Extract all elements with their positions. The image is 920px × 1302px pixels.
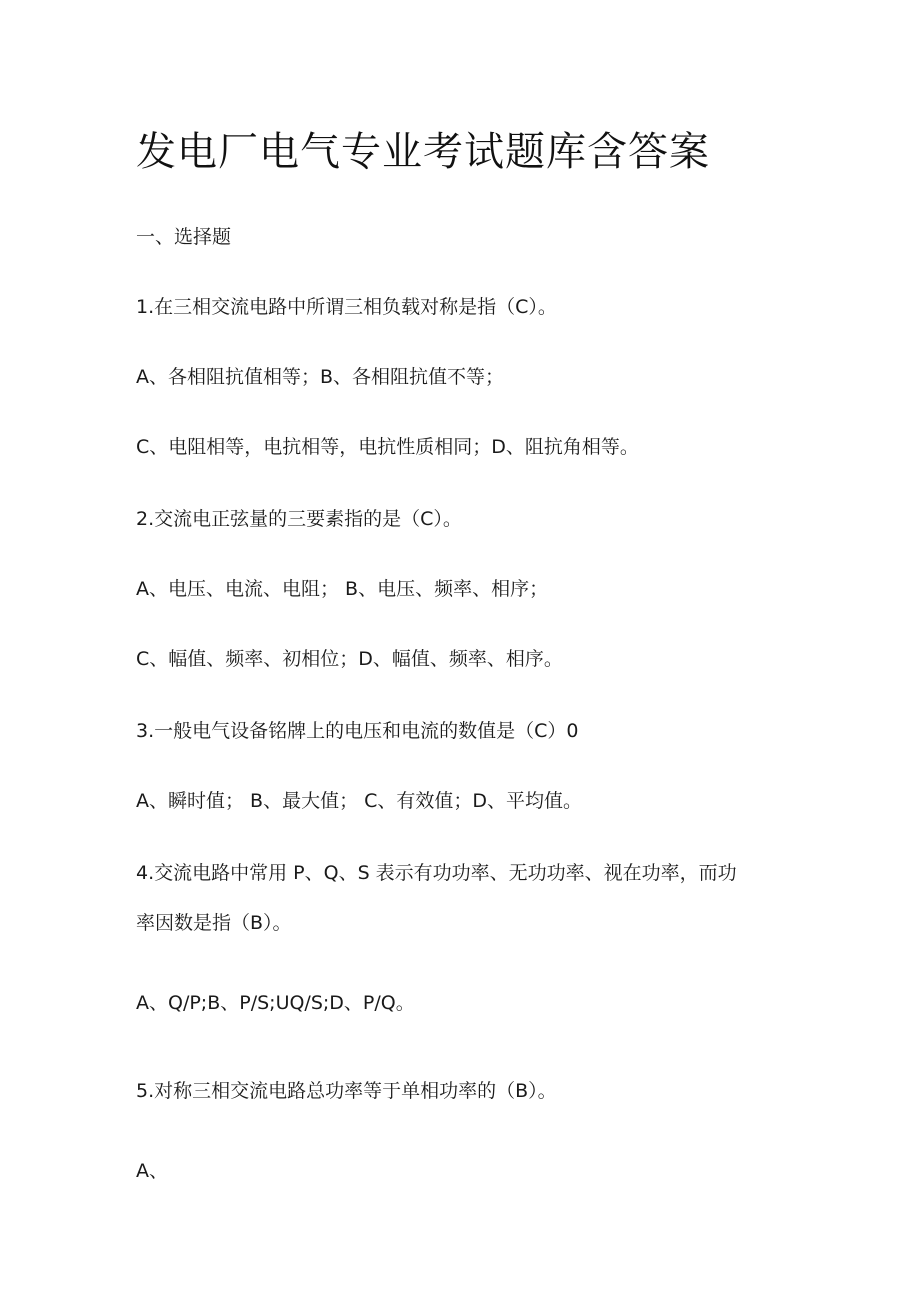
question-4-options: A、Q/P;B、P/S;UQ/S;D、P/Q。 bbox=[136, 992, 415, 1014]
question-3-stem: 3.一般电气设备铭牌上的电压和电流的数值是（C）0 bbox=[136, 720, 579, 742]
question-2-stem: 2.交流电正弦量的三要素指的是（C）。 bbox=[136, 508, 462, 530]
question-1-options-cd: C、电阻相等，电抗相等，电抗性质相同；D、阻抗角相等。 bbox=[136, 436, 639, 458]
question-4-stem-continued: 率因数是指（B）。 bbox=[136, 912, 292, 934]
question-5-stem: 5.对称三相交流电路总功率等于单相功率的（B）。 bbox=[136, 1080, 557, 1102]
document-title: 发电厂电气专业考试题库含答案 bbox=[136, 129, 710, 175]
section-heading: 一、选择题 bbox=[136, 226, 232, 248]
question-5-options: A、 bbox=[136, 1160, 168, 1182]
question-2-options-ab: A、电压、电流、电阻； B、电压、频率、相序； bbox=[136, 578, 549, 600]
question-3-options: A、瞬时值； B、最大值； C、有效值；D、平均值。 bbox=[136, 790, 583, 812]
question-4-stem: 4.交流电路中常用 P、Q、S 表示有功功率、无功功率、视在功率，而功 bbox=[136, 862, 737, 884]
question-2-options-cd: C、幅值、频率、初相位；D、幅值、频率、相序。 bbox=[136, 648, 563, 670]
question-1-options-ab: A、各相阻抗值相等；B、各相阻抗值不等； bbox=[136, 366, 505, 388]
question-1-stem: 1.在三相交流电路中所谓三相负载对称是指（C）。 bbox=[136, 296, 557, 318]
